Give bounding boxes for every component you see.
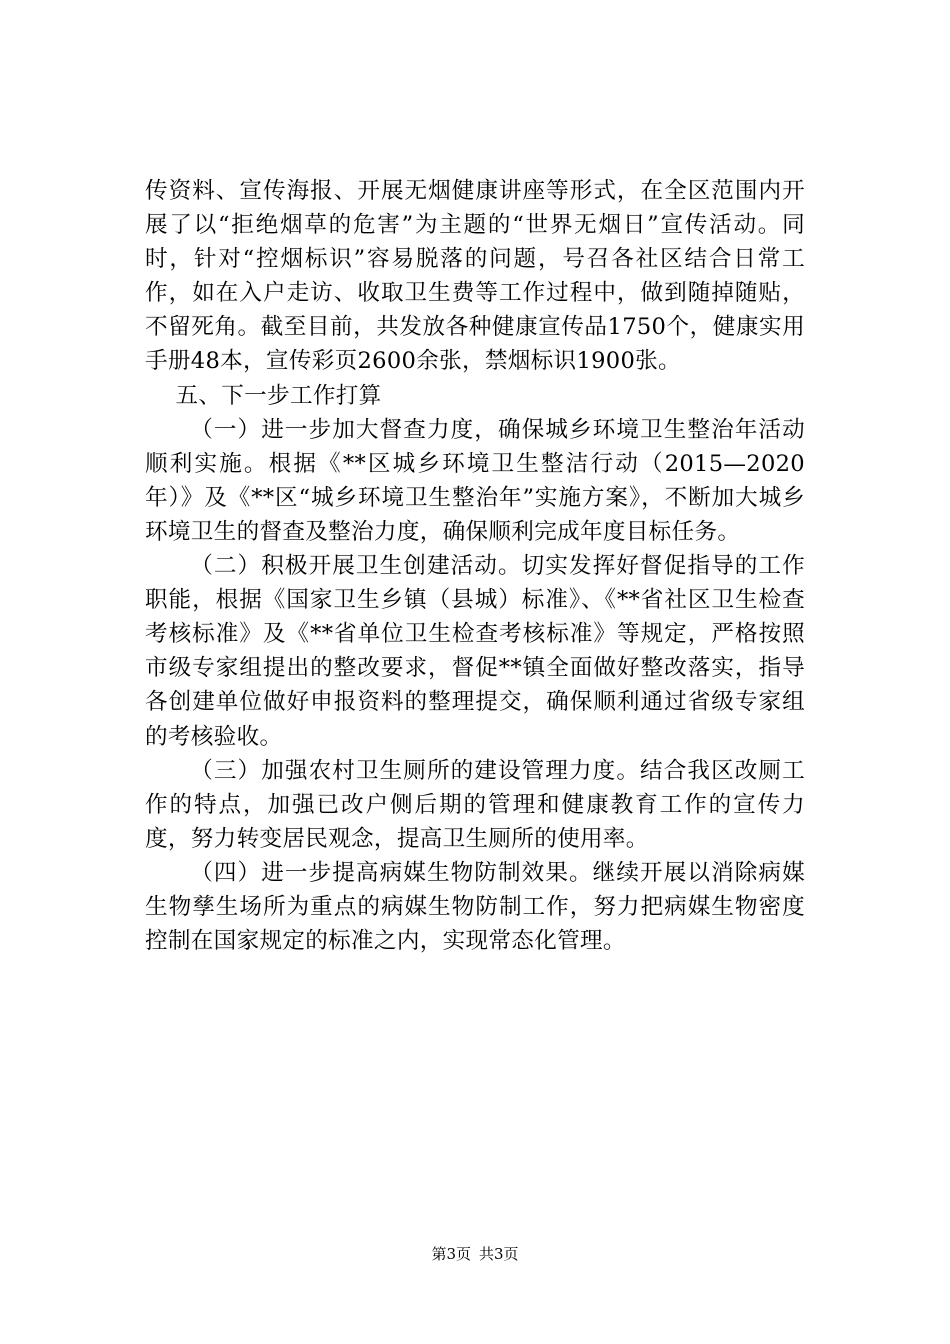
document-body [145,174,805,958]
list-item-2: （二）积极开展卫生创建活动。切实发挥好督促指导的工作职能，根据《国家卫生乡镇（县城）标准》、《**省社区卫生检查考核标准》及《**省单位卫生检查考核标准》等规定，严格按照市级专家组提出的整改要求，督促**镇全面做好整改落实，指导各创建单位做好申报资料的整理提交，确保顺利通过省级专家组的考核验收。 [145,553,805,750]
list-item-4: （四）进一步提高病媒生物防制效果。继续开展以消除病媒生物孳生场所为重点的病媒生物防制工作，努力把病媒生物密度控制在国家规定的标准之内，实现常态化管理。 [145,859,805,955]
list-item-1: （一）进一步加大督查力度，确保城乡环境卫生整治年活动顺利实施。根据《**区城乡环境卫生整洁行动（2015—2020年）》及《**区“城乡环境卫生整治年”实施方案》，不断加大城乡环境卫生的督查及整治力度，确保顺利完成年度目标任务。 [145,416,805,545]
page-number-total: 共3页 [479,1245,519,1263]
list-item-3: （三）加强农村卫生厕所的建设管理力度。结合我区改厕工作的特点，加强已改户侧后期的管理和健康教育工作的宣传力度，努力转变居民观念，提高卫生厕所的使用率。 [145,757,805,852]
page-footer [0,1244,950,1264]
paragraph-continuation: 传资料、宣传海报、开展无烟健康讲座等形式，在全区范围内开展了以“拒绝烟草的危害”为主题的“世界无烟日”宣传活动。同时，针对“控烟标识”容易脱落的问题，号召各社区结合日常工作，如在入户走访、收取卫生费等工作过程中，做到随掉随贴，不留死角。截至目前，共发放各种健康宣传品1750个，健康实用手册48本，宣传彩页2600余张，禁烟标识1900张。 [145,178,805,375]
section-heading: 五、下一步工作打算 [175,382,382,409]
page-number-current: 第3页 [431,1245,471,1263]
